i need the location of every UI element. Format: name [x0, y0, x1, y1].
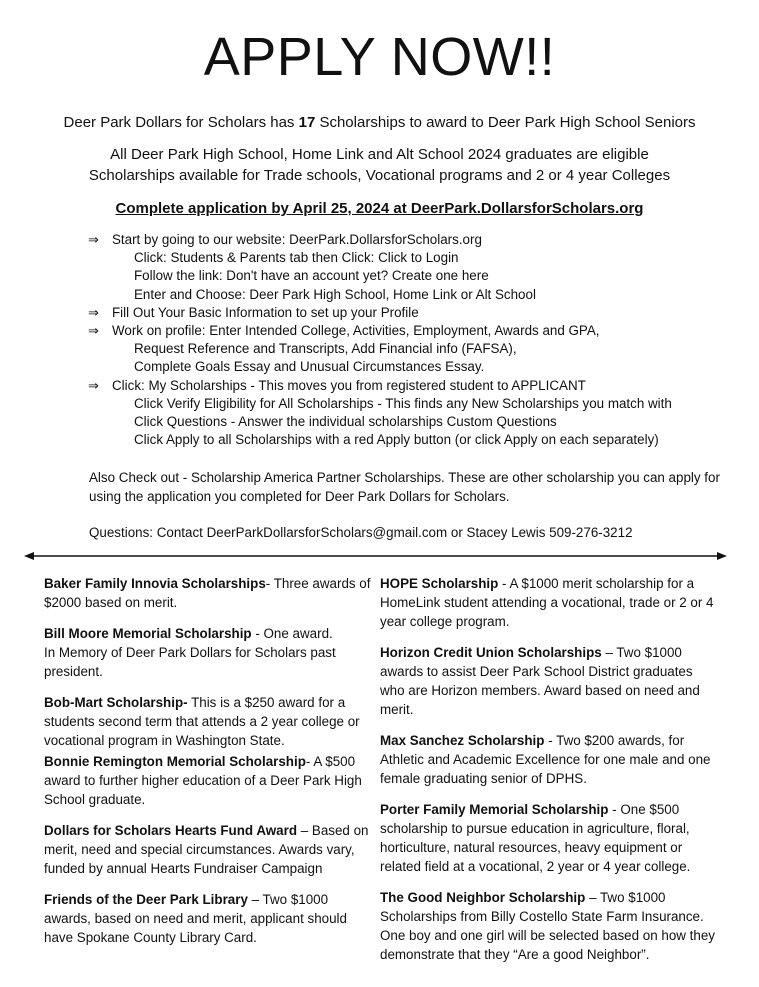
scholarship-name: Porter Family Memorial Scholarship [380, 802, 609, 817]
step-text: Work on profile: Enter Intended College, Activities, Employment, Awards and GPA, [112, 323, 600, 339]
scholarship-entry [380, 643, 720, 719]
scholarship-list-right [380, 574, 720, 964]
scholarship-name: The Good Neighbor Scholarship [380, 890, 586, 905]
step-item [88, 304, 672, 322]
scholarship-name: Friends of the Deer Park Library [44, 892, 248, 907]
scholarship-entry [44, 752, 374, 809]
step-subitem: Complete Goals Essay and Unusual Circumstances Essay. [134, 359, 485, 375]
also-check-out-text: Also Check out - Scholarship America Partner Scholarships. These are other scholarship you can apply for using the application you completed for Deer Park Dollars for Scholars. [89, 470, 720, 504]
scholarship-list-left [44, 574, 374, 947]
questions-text: Questions: Contact DeerParkDollarsforScholars@gmail.com or Stacey Lewis 509-276-3212 [89, 525, 633, 540]
scholarship-entry [380, 888, 720, 964]
step-subitem: Click Apply to all Scholarships with a red Apply button (or click Apply on each separately) [134, 432, 659, 448]
instruction-steps [88, 231, 672, 449]
scholarship-name: Dollars for Scholars Hearts Fund Award [44, 823, 297, 838]
step-text: Fill Out Your Basic Information to set up your Profile [112, 304, 419, 320]
step-item [88, 231, 672, 249]
section-divider-arrow [24, 550, 727, 562]
step-subitem: Follow the link: Don't have an account yet? Create one here [134, 268, 489, 284]
scholarship-description: – Two $1000 Scholarships from Billy Costello State Farm Insurance. One boy and one girl will be selected based on how they demonstrate that they “Are a good Neighbor”. [380, 890, 715, 962]
step-item [88, 322, 672, 340]
eligibility-line: All Deer Park High School, Home Link and Alt School 2024 graduates are eligible [110, 146, 649, 163]
intro-pre: Deer Park Dollars for Scholars has [63, 114, 299, 131]
page-title: APPLY NOW!! [203, 27, 556, 87]
step-item [88, 377, 672, 395]
double-arrow-icon: ⇒ [88, 323, 99, 339]
double-arrow-icon: ⇒ [88, 377, 99, 393]
scholarship-name: Max Sanchez Scholarship [380, 733, 545, 748]
scholarship-description: In Memory of Deer Park Dollars for Scholars past president. [44, 645, 336, 679]
step-text: Start by going to our website: DeerPark.DollarsforScholars.org [112, 232, 482, 247]
step-subitem: Click Verify Eligibility for All Scholarships - This finds any New Scholarships you match with [134, 395, 672, 411]
scholarship-name: Baker Family Innovia Scholarships [44, 576, 266, 591]
scholarship-entry [44, 821, 374, 878]
step-text: Click: My Scholarships - This moves you from registered student to APPLICANT [112, 377, 586, 393]
scholarship-name: Bonnie Remington Memorial Scholarship [44, 754, 306, 769]
scholarship-description: This is a $250 award for a students second term that attends a 2 year college or vocational program in Washington State. [44, 695, 360, 748]
scholarship-description: - Two $200 awards, for Athletic and Academic Excellence for one male and one female graduating senior of DPHS. [380, 733, 711, 786]
scholarship-entry [44, 624, 374, 681]
double-arrow-icon: ⇒ [88, 304, 99, 320]
step-subitem: Request Reference and Transcripts, Add Financial info (FAFSA), [134, 341, 517, 357]
scholarship-name: Bill Moore Memorial Scholarship [44, 626, 252, 641]
scholarship-description: - A $500 award to further higher education of a Deer Park High School graduate. [44, 754, 362, 807]
scholarship-name: Bob-Mart Scholarship- [44, 695, 188, 710]
scholarship-entry [44, 890, 374, 947]
step-subitem: Click Questions - Answer the individual scholarships Custom Questions [134, 414, 557, 430]
double-arrow-icon: ⇒ [88, 232, 99, 247]
scholarship-entry [44, 574, 374, 612]
scholarship-name: HOPE Scholarship [380, 576, 499, 591]
scholarship-count: 17 [298, 114, 316, 131]
scholarship-entry [380, 800, 720, 876]
step-subitem: Enter and Choose: Deer Park High School, Home Link or Alt School [134, 286, 536, 302]
step-subitem: Click: Students & Parents tab then Click: Click to Login [134, 250, 459, 266]
scholarship-description: - One $500 scholarship to pursue education in agriculture, floral, horticulture, natural resources, heavy equipment or related field at a vocational, 2 year or 4 year college. [380, 802, 691, 874]
scholarship-description: – Based on merit, need and special circumstances. Awards vary, funded by annual Hearts Fundraiser Campaign [44, 823, 369, 876]
scholarship-description: – Two $1000 awards, based on need and merit, applicant should have Spokane County Library Card. [44, 892, 347, 945]
deadline-line: Complete application by April 25, 2024 at DeerPark.DollarsforScholars.org [115, 200, 644, 217]
scholarship-description: - One award. [251, 626, 333, 641]
scholarship-description: - A $1000 merit scholarship for a HomeLink student attending a vocational, trade or 2 or 4 year college program. [380, 576, 714, 629]
scholarship-entry [380, 574, 720, 631]
scholarship-entry [44, 693, 374, 750]
availability-line: Scholarships available for Trade schools, Vocational programs and 2 or 4 year Colleges [88, 167, 671, 184]
scholarship-description: – Two $1000 awards to assist Deer Park School District graduates who are Horizon members. Award based on need and merit. [380, 645, 700, 717]
scholarship-entry [380, 731, 720, 788]
intro-line [0, 113, 759, 133]
intro-post: Scholarships to award to Deer Park High School Seniors [315, 114, 696, 131]
scholarship-description: - Three awards of $2000 based on merit. [44, 576, 371, 610]
scholarship-name: Horizon Credit Union Scholarships [380, 645, 602, 660]
